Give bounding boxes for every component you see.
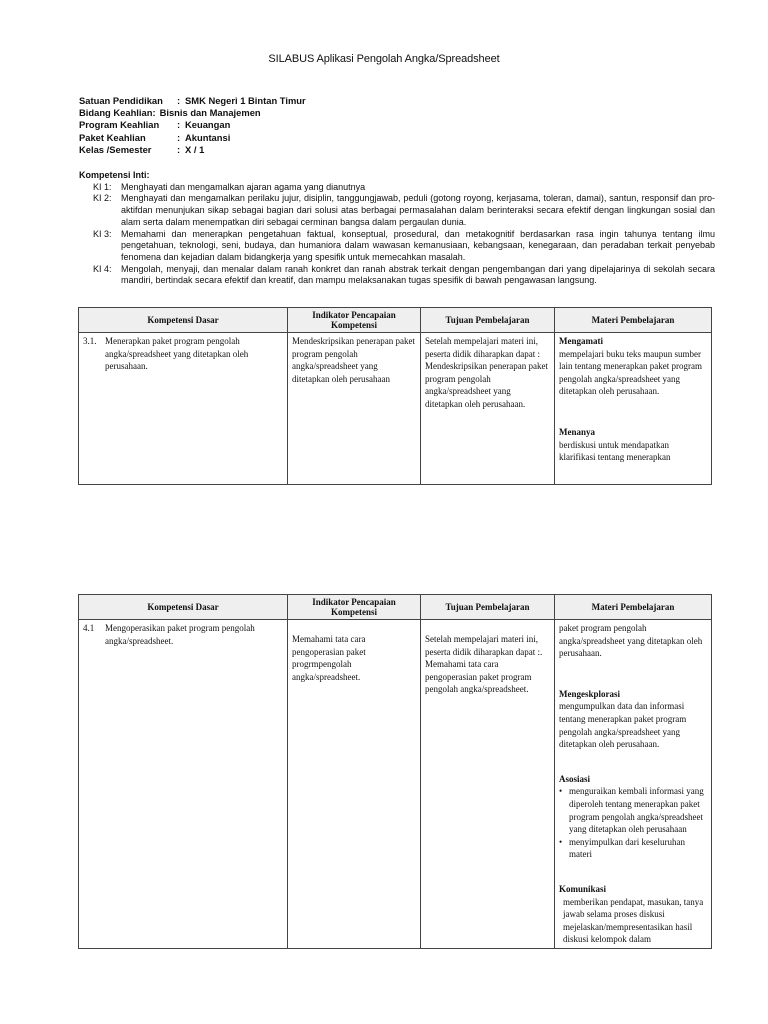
materi-text: mengumpulkan data dan informasi tentang menerapkan paket program pengolah angka/spreadsheet yang ditetapkan oleh perusahaan. — [559, 701, 687, 750]
ki-text: Mengolah, menyaji, dan menalar dalam ranah konkret dan ranah abstrak terkait dengan pengembangan dari yang dipelajarinya di sekolah secara mandiri, bertindak secara efektif dan kreatif, dan mampu melaksanakan tugas spesifik di bawah pengawasan langsung. — [121, 263, 715, 286]
meta-value: Keuangan — [185, 119, 231, 131]
ki-text: Menghayati dan mengamalkan ajaran agama yang dianutnya — [121, 181, 366, 192]
tujuan-text: Setelah mempelajari materi ini, peserta didik diharapkan dapat :. Memahami tata cara pengoperasian paket program pengolah angka/spreadsheet. — [425, 634, 543, 695]
header-tujuan: Tujuan Pembelajaran — [421, 595, 555, 620]
ki-text: Menghayati dan mengamalkan perilaku jujur, disiplin, tanggungjawab, peduli (gotong royong, kerjasama, toleran, damai), santun, responsif dan pro-aktifdan menunjukan sikap sebagai bagian dari solusi atas berbagai permasalahan dalam berinteraksi secara efektif dengan lingkungan sosial dan alam serta dalam menempatkan diri sebagai cerminan bangsa dalam pergaulan dunia. — [121, 193, 715, 227]
meta-label: Bidang Keahlian: — [79, 107, 156, 119]
header-materi: Materi Pembelajaran — [555, 308, 712, 333]
cell-tujuan — [421, 620, 555, 949]
syllabus-table-2 — [78, 594, 712, 949]
meta-separator: : — [177, 131, 181, 143]
materi-bullet-text: menguraikan kembali informasi yang diperoleh tentang menerapkan paket program pengolah angka/spreadsheet yang ditetapkan oleh perusahaan — [569, 786, 704, 835]
meta-value: Bisnis dan Manajemen — [159, 107, 261, 119]
table-header-row — [79, 308, 712, 333]
ki-code: KI 3: — [93, 228, 112, 239]
meta-label: Kelas /Semester — [79, 143, 152, 155]
cell-indikator — [288, 620, 421, 949]
header-tujuan: Tujuan Pembelajaran — [421, 308, 555, 333]
header-indikator: Indikator Pencapaian Kompetensi — [288, 595, 421, 620]
materi-text: berdiskusi untuk mendapatkan klarifikasi tentang menerapkan — [559, 439, 671, 463]
meta-row-bidang — [79, 107, 306, 119]
header-kompetensi-dasar: Kompetensi Dasar — [79, 595, 288, 620]
ki-heading: Kompetensi Inti: — [79, 170, 150, 180]
cell-materi — [555, 620, 712, 949]
materi-text: memberikan pendapat, masukan, tanya jawab selama proses diskusi mejelaskan/mempresentasikan hasil diskusi kelompok dalam — [563, 896, 704, 945]
cell-materi — [555, 333, 712, 485]
materi-subheading: Mengamati — [559, 336, 603, 346]
meta-separator: : — [177, 95, 181, 106]
ki-item — [79, 229, 715, 264]
ki-code: KI 1: — [93, 181, 112, 192]
cell-tujuan: Setelah mempelajari materi ini, peserta didik diharapkan dapat : Mendeskripsikan penerapan paket program pengolah angka/spreadsheet yang ditetapkan oleh perusahaan. — [421, 333, 555, 485]
indikator-text: Memahami tata cara pengoperasian paket progrmpengolah angka/spreadsheet. — [292, 634, 366, 682]
ki-text: Memahami dan menerapkan pengetahuan faktual, konseptual, prosedural, dan metakognitif berdasarkan rasa ingin tahunya tentang ilmu pengetahuan, teknologi, seni, budaya, dan humaniora dalam wawasan kemanusiaan, kebangsaan, kenegaraan, dan peradaban terkait penyebab fenomena dan kejadian dalam bidangkerja yang spesifik untuk memecahkan masalah. — [121, 228, 715, 262]
materi-bullet-item — [559, 836, 707, 861]
meta-separator: : — [177, 143, 181, 155]
materi-bullet-text: menyimpulkan dari keseluruhan materi — [569, 836, 685, 860]
ki-item — [79, 264, 715, 287]
materi-subheading: Komunikasi — [559, 883, 607, 894]
table-row — [79, 333, 712, 485]
meta-row-satuan — [79, 95, 306, 107]
meta-value: SMK Negeri 1 Bintan Timur — [185, 95, 306, 106]
meta-separator: : — [177, 119, 181, 131]
kd-text: Mengoperasikan paket program pengolah angka/spreadsheet. — [105, 623, 255, 646]
meta-label: Program Keahlian — [79, 119, 160, 131]
meta-row-program — [79, 119, 306, 131]
meta-row-kelas — [79, 144, 306, 156]
materi-bullet-item — [559, 785, 707, 835]
ki-item — [79, 182, 715, 194]
cell-indikator: Mendeskripsikan penerapan paket program pengolah angka/spreadsheet yang ditetapkan oleh perusahaan — [288, 333, 421, 485]
ki-item — [79, 193, 715, 228]
kd-number: 3.1. — [83, 336, 97, 346]
bullet-icon: • — [559, 836, 563, 847]
ki-code: KI 4: — [93, 263, 112, 274]
identity-block — [79, 95, 306, 156]
kd-text: Menerapkan paket program pengolah angka/spreadsheet yang ditetapkan oleh perusahaan. — [105, 336, 249, 372]
table-row — [79, 620, 712, 949]
kd-number: 4.1 — [83, 623, 95, 633]
materi-text: mempelajari buku teks maupun sumber lain tentang menerapkan paket program pengolah angka/spreadsheet yang ditetapkan oleh perusahaan. — [559, 348, 702, 397]
header-indikator: Indikator Pencapaian Kompetensi — [288, 308, 421, 333]
meta-value: Akuntansi — [185, 131, 231, 143]
table-header-row — [79, 595, 712, 620]
meta-label: Satuan Pendidikan — [79, 95, 163, 106]
ki-code: KI 2: — [93, 193, 112, 204]
materi-subheading: Asosiasi — [559, 773, 591, 784]
cell-kompetensi-dasar — [79, 620, 288, 949]
header-materi: Materi Pembelajaran — [555, 595, 712, 620]
materi-text: paket program pengolah angka/spreadsheet yang ditetapkan oleh perusahaan. — [559, 623, 703, 659]
meta-row-paket — [79, 132, 306, 144]
page-title: SILABUS Aplikasi Pengolah Angka/Spreadsheet — [268, 53, 500, 65]
meta-label: Paket Keahlian — [79, 131, 146, 143]
header-kompetensi-dasar: Kompetensi Dasar — [79, 308, 288, 333]
materi-subheading: Menanya — [559, 426, 595, 437]
syllabus-table-1 — [78, 307, 712, 485]
materi-subheading: Mengeskplorasi — [559, 688, 621, 699]
kompetensi-inti-section — [79, 170, 715, 287]
bullet-icon: • — [559, 786, 563, 797]
meta-value: X / 1 — [185, 143, 205, 155]
cell-kompetensi-dasar — [79, 333, 288, 485]
